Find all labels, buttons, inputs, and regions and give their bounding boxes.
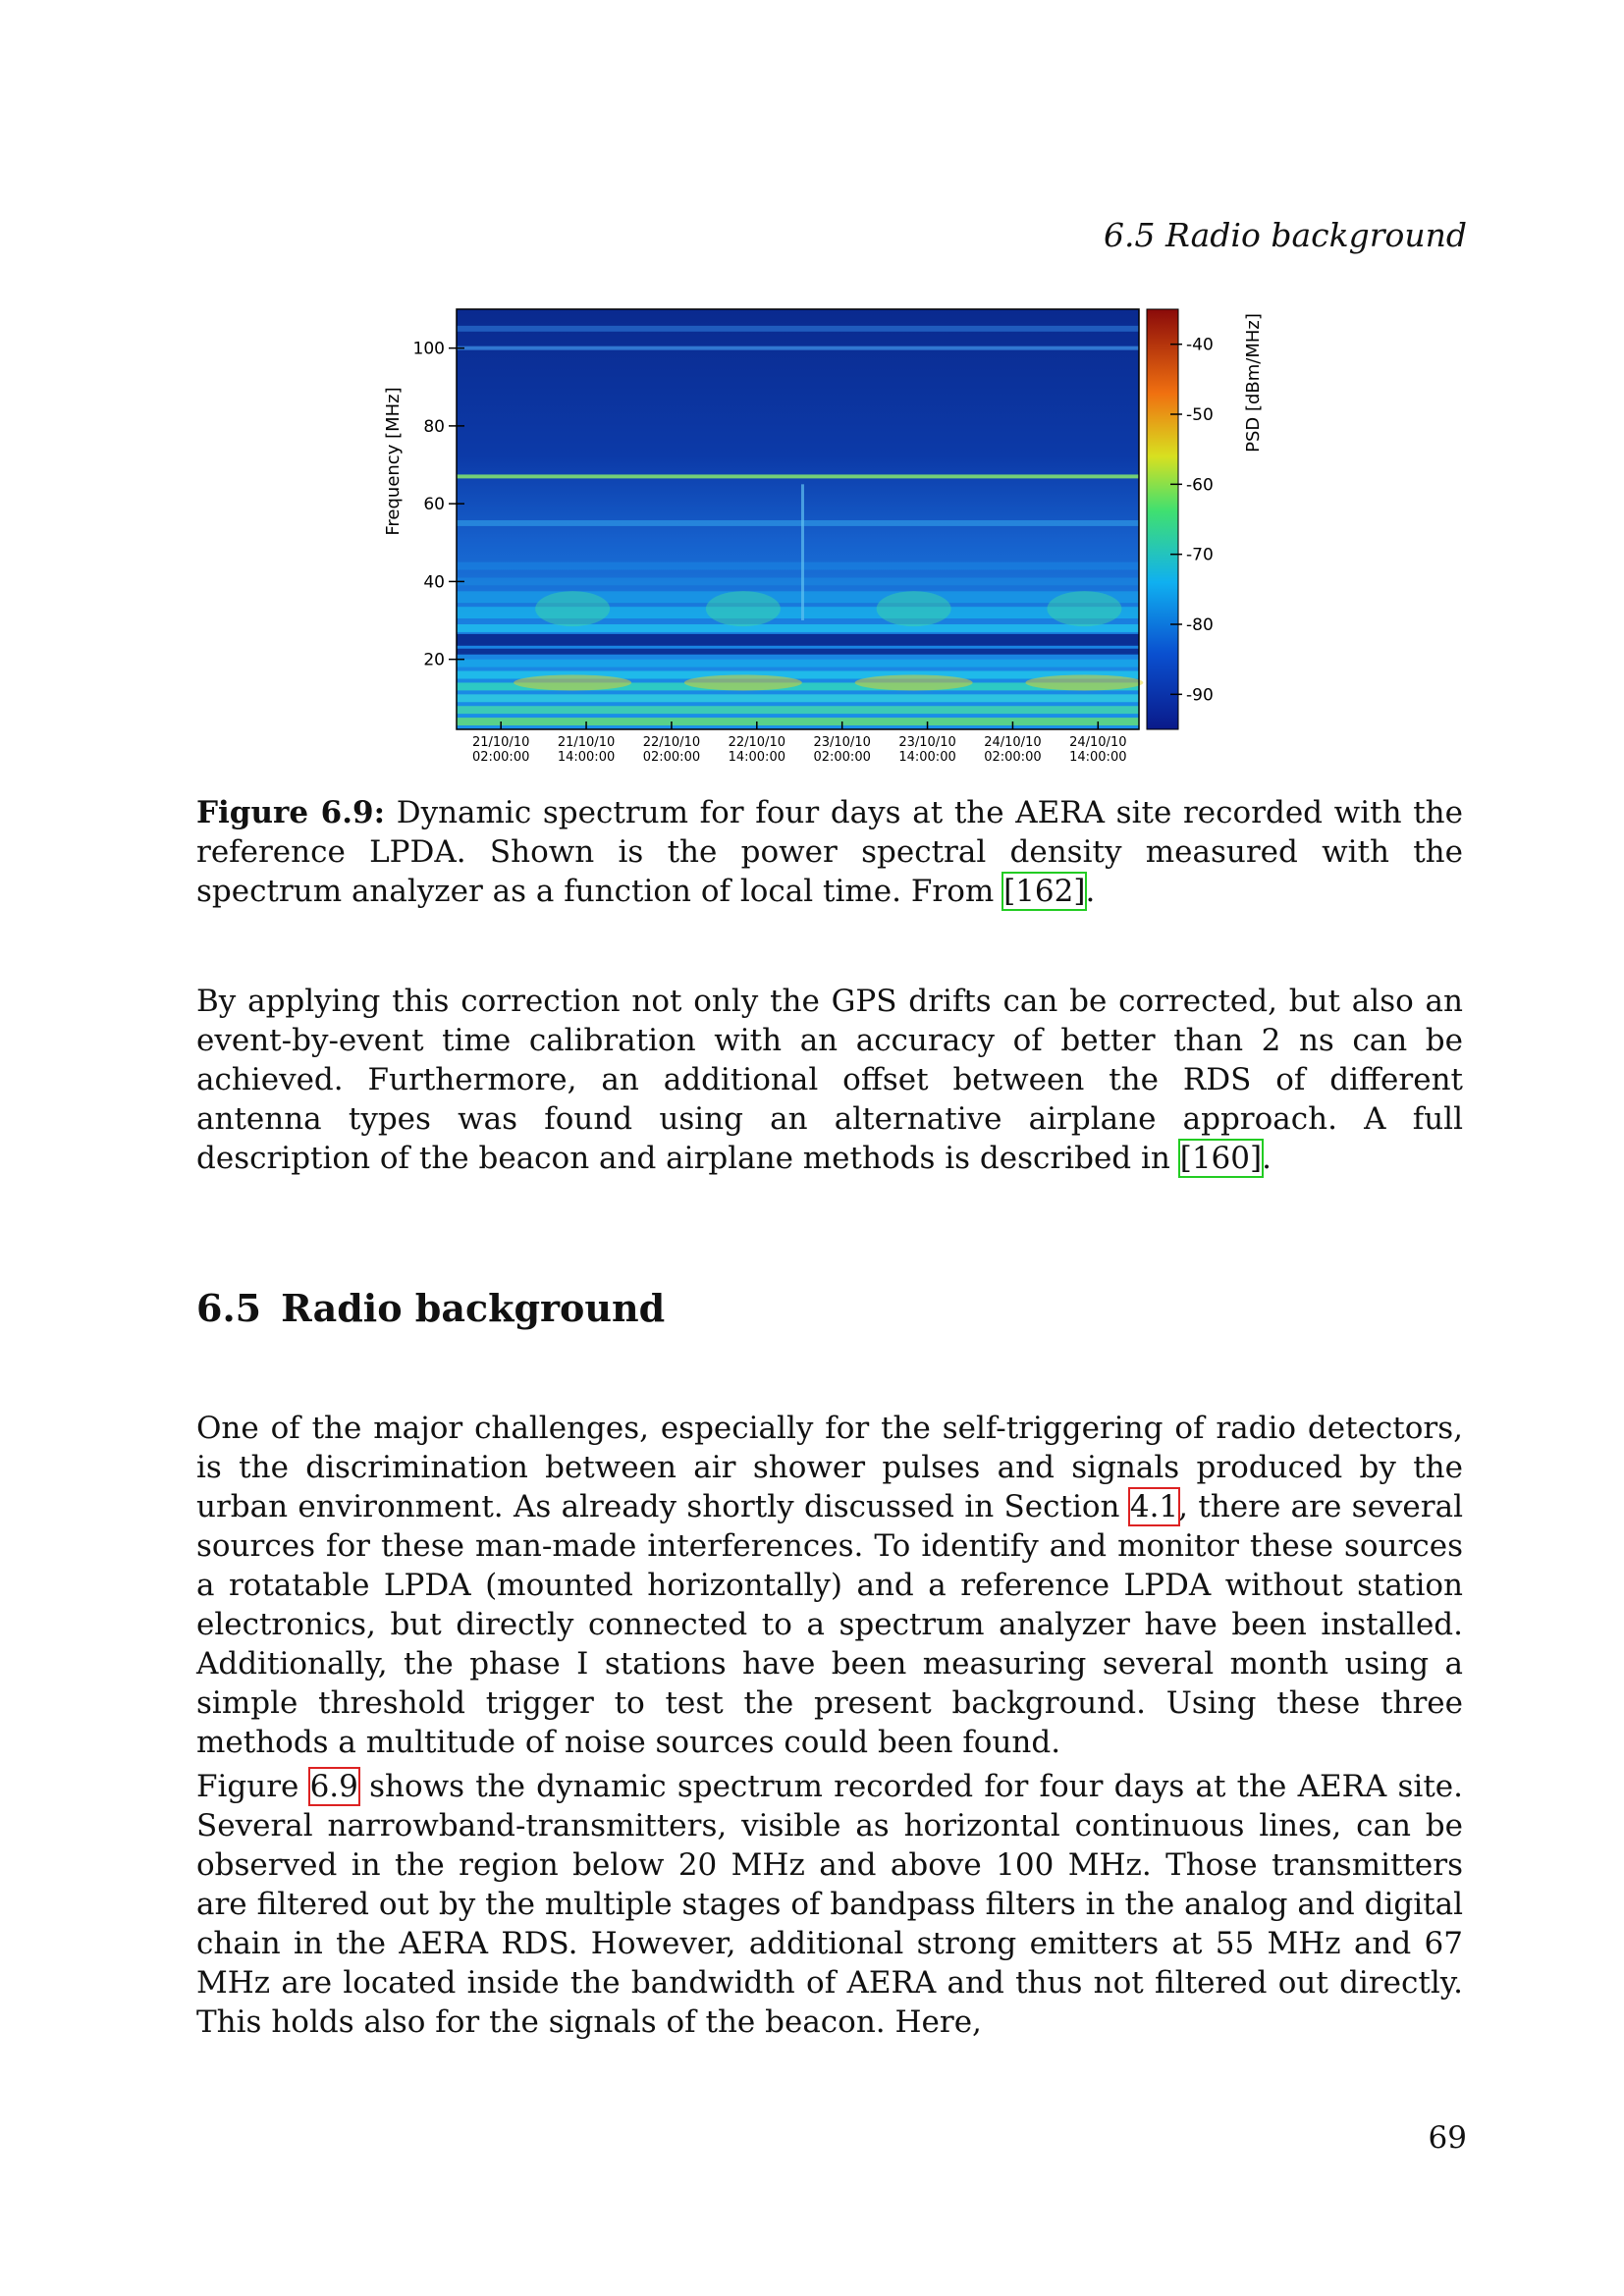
x-tick-time: 14:00:00	[557, 750, 616, 765]
x-tick-time: 14:00:00	[898, 750, 956, 765]
paragraph-text: One of the major challenges, especially for the self-triggering of radio detectors, is the discrimination between air shower pulses and signals produced by the urban environment. As already shortly discussed in Section	[196, 1411, 1463, 1524]
section-title: Radio background	[281, 1286, 666, 1330]
vertical-burst	[801, 484, 804, 620]
spectrum-band	[457, 694, 1139, 702]
figure-caption	[196, 793, 1463, 911]
spectrum-band	[457, 706, 1139, 714]
y-tick-label: 60	[423, 495, 445, 515]
paragraph-challenges	[196, 1409, 1463, 1762]
x-tick-time: 14:00:00	[1069, 750, 1127, 765]
spectrum-band	[457, 562, 1139, 570]
colorbar-tick-label: -70	[1186, 545, 1214, 565]
section-link-4-1[interactable]: 4.1	[1129, 1489, 1179, 1524]
figure-link-6-9[interactable]: 6.9	[309, 1769, 358, 1804]
x-tick-time: 02:00:00	[813, 750, 871, 765]
paragraph-figure-description	[196, 1767, 1463, 2042]
y-tick-label: 80	[423, 416, 445, 437]
paragraph-text-end: shows the dynamic spectrum recorded for four days at the AERA site. Several narrowband-transmitters, visible as horizontal continuous lines, can be observed in the region below 20 MHz and above 100 MHz. Those transmitters are filtered out by the multiple stages of bandpass filters in the analog and digital chain in the AERA RDS. However, additional strong emitters at 55 MHz and 67 MHz are located inside the bandwidth of AERA and thus not filtered out directly. This holds also for the signals of the beacon. Here,	[196, 1769, 1463, 2040]
x-tick-date: 23/10/10	[813, 735, 871, 750]
x-tick-time: 14:00:00	[728, 750, 785, 765]
x-tick-date: 22/10/10	[642, 735, 701, 750]
spectrum-band	[457, 577, 1139, 585]
daytime-burst	[535, 591, 610, 626]
x-tick-date: 24/10/10	[984, 735, 1042, 750]
caption-text: Dynamic spectrum for four days at the AERA site recorded with the reference LPDA. Shown is the power spectral density measured with the spectrum analyzer as a function of local time. From	[196, 795, 1463, 909]
colorbar	[1147, 309, 1214, 729]
y-tick-label: 20	[423, 650, 445, 670]
spectrum-band	[457, 326, 1139, 332]
colorbar-gradient	[1147, 309, 1178, 729]
x-tick-time: 02:00:00	[642, 750, 701, 765]
citation-link-160[interactable]: [160]	[1179, 1141, 1263, 1176]
colorbar-tick-label: -90	[1186, 685, 1214, 706]
paragraph-text-end: .	[1262, 1141, 1272, 1176]
colorbar-tick-label: -80	[1186, 615, 1214, 635]
caption-end: .	[1085, 874, 1096, 909]
paragraph-gps-correction	[196, 982, 1463, 1178]
daytime-burst	[706, 591, 781, 626]
paragraph-text-end: , there are several sources for these man-made interferences. To identify and monitor these sources a rotatable LPDA (mounted horizontally) and a reference LPDA without station electronics, but directly connected to a spectrum analyzer have been installed. Additionally, the phase I stations have been measuring several month using a simple threshold trigger to test the present background. Using these three methods a multitude of noise sources could been found.	[196, 1489, 1463, 1760]
colorbar-tick-label: -50	[1186, 405, 1214, 425]
citation-link-162[interactable]: [162]	[1003, 874, 1086, 909]
section-number: 6.5	[196, 1286, 262, 1330]
y-tick-label: 40	[423, 572, 445, 593]
paragraph-text: Figure	[196, 1769, 310, 1804]
spectrum-band	[457, 624, 1139, 632]
x-tick-time: 02:00:00	[984, 750, 1042, 765]
spectrum-band	[457, 660, 1139, 667]
daytime-burst	[877, 591, 951, 626]
x-tick-date: 21/10/10	[557, 735, 616, 750]
spectrum-band	[457, 474, 1139, 478]
paragraph-text: By applying this correction not only the GPS drifts can be corrected, but also an event-by-event time calibration with an accuracy of better than 2 ns can be achieved. Furthermore, an additional offset between the RDS of different antenna types was found using an alternative airplane approach. A full description of the beacon and airplane methods is described in	[196, 984, 1463, 1176]
dynamic-spectrum-chart	[373, 294, 1286, 785]
plot-area	[457, 309, 1143, 729]
running-head: 6.5 Radio background	[1104, 216, 1467, 254]
daytime-hotspot	[855, 674, 973, 690]
daytime-hotspot	[684, 674, 802, 690]
section-heading	[196, 1286, 665, 1330]
page-number: 69	[1428, 2120, 1467, 2156]
caption-label: Figure 6.9:	[196, 795, 386, 830]
colorbar-tick-label: -60	[1186, 475, 1214, 496]
x-tick-date: 22/10/10	[728, 735, 785, 750]
daytime-burst	[1047, 591, 1121, 626]
colorbar-tick-label: -40	[1186, 335, 1214, 355]
daytime-hotspot	[514, 674, 631, 690]
x-tick-date: 24/10/10	[1069, 735, 1127, 750]
y-tick-label: 100	[412, 339, 445, 359]
daytime-hotspot	[1025, 674, 1143, 690]
x-tick-date: 21/10/10	[471, 735, 530, 750]
x-tick-time: 02:00:00	[471, 750, 530, 765]
colorbar-label: PSD [dBm/MHz]	[1243, 313, 1264, 453]
spectrum-band	[457, 520, 1139, 526]
spectrum-band	[457, 634, 1139, 646]
x-tick-date: 23/10/10	[898, 735, 956, 750]
y-axis-label: Frequency [MHz]	[383, 387, 404, 536]
spectrum-band	[457, 718, 1139, 725]
spectrum-band	[457, 347, 1139, 350]
figure-6-9	[373, 294, 1286, 785]
spectrum-band	[457, 649, 1139, 655]
